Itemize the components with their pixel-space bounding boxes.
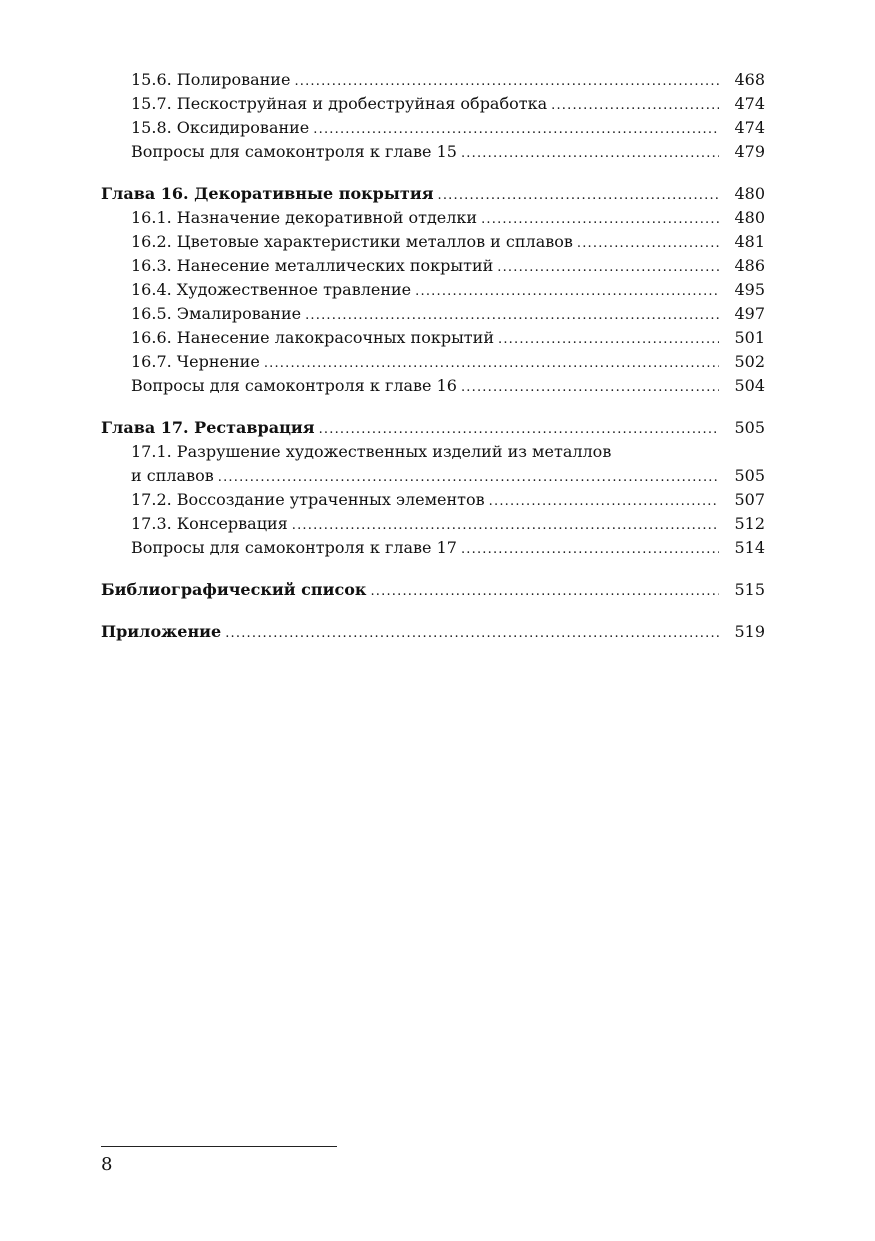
- toc-entry-label: 16.1. Назначение декоративной отделки: [131, 208, 478, 227]
- table-of-contents: [101, 68, 765, 644]
- dot-leader: [225, 622, 719, 646]
- dot-leader: [292, 514, 719, 538]
- appendix-title: Приложение: [101, 622, 222, 641]
- toc-entry: [101, 116, 765, 140]
- toc-entry-page: 507: [734, 490, 765, 509]
- dot-leader: [577, 232, 719, 256]
- appendix-heading: [101, 620, 765, 644]
- toc-entry-page: 468: [734, 70, 765, 89]
- bibliography-title: Библиографический список: [101, 580, 367, 599]
- toc-entry-label: 16.2. Цветовые характеристики металлов и сплавов: [131, 232, 573, 251]
- toc-entry: [101, 512, 765, 536]
- dot-leader: [461, 538, 719, 562]
- toc-entry-label: Вопросы для самоконтроля к главе 15: [131, 142, 457, 161]
- page-number: 8: [101, 1154, 113, 1175]
- dot-leader: [370, 580, 719, 604]
- toc-entry: [101, 488, 765, 512]
- dot-leader: [264, 352, 719, 376]
- dot-leader: [461, 376, 719, 400]
- dot-leader: [218, 466, 719, 490]
- footer-rule: [101, 1146, 337, 1147]
- toc-entry: [101, 140, 765, 164]
- toc-entry-label: 16.4. Художественное травление: [131, 280, 412, 299]
- toc-entry-page: 474: [734, 94, 765, 113]
- bibliography-heading: [101, 578, 765, 602]
- toc-entry-page: 486: [734, 256, 765, 275]
- toc-entry: [101, 206, 765, 230]
- toc-entry-label: Вопросы для самоконтроля к главе 16: [131, 376, 457, 395]
- toc-entry-page: 495: [734, 280, 765, 299]
- appendix-block: [101, 620, 765, 644]
- toc-entry-page: 505: [734, 466, 765, 485]
- toc-entry-first-line: [101, 440, 765, 464]
- toc-entry-page: 497: [734, 304, 765, 323]
- toc-entry: [101, 326, 765, 350]
- chapter-heading: [101, 416, 765, 440]
- toc-entry: [101, 374, 765, 398]
- chapter-17: [101, 416, 765, 560]
- toc-entry: [101, 254, 765, 278]
- dot-leader: [415, 280, 719, 304]
- toc-entry: [101, 278, 765, 302]
- dot-leader: [305, 304, 719, 328]
- toc-entry-label: 16.5. Эмалирование: [131, 304, 302, 323]
- chapter-title: Глава 17. Реставрация: [101, 418, 315, 437]
- dot-leader: [551, 94, 719, 118]
- bibliography-block: [101, 578, 765, 602]
- chapter-heading: [101, 182, 765, 206]
- toc-entry-page: 480: [734, 208, 765, 227]
- toc-entry: [101, 92, 765, 116]
- dot-leader: [319, 418, 719, 442]
- chapter-page: 505: [734, 418, 765, 437]
- dot-leader: [294, 70, 719, 94]
- toc-entry-second-line: [101, 464, 765, 488]
- toc-entry-label: Вопросы для самоконтроля к главе 17: [131, 538, 457, 557]
- toc-entry-label: и сплавов: [131, 466, 214, 485]
- toc-entry-page: 502: [734, 352, 765, 371]
- toc-entry: [101, 68, 765, 92]
- toc-entry-label: 17.2. Воссоздание утраченных элементов: [131, 490, 485, 509]
- dot-leader: [313, 118, 719, 142]
- toc-entry-label: 16.3. Нанесение металлических покрытий: [131, 256, 494, 275]
- toc-entry-page: 481: [734, 232, 765, 251]
- toc-entry-page: 479: [734, 142, 765, 161]
- toc-entry-page: 512: [734, 514, 765, 533]
- dot-leader: [461, 142, 719, 166]
- toc-entry-label: 17.3. Консервация: [131, 514, 288, 533]
- dot-leader: [438, 184, 719, 208]
- dot-leader: [481, 208, 719, 232]
- toc-entry: [101, 536, 765, 560]
- dot-leader: [498, 328, 719, 352]
- chapter-16: [101, 182, 765, 398]
- dot-leader: [489, 490, 719, 514]
- bibliography-page: 515: [734, 580, 765, 599]
- toc-entry-label: 15.8. Оксидирование: [131, 118, 310, 137]
- toc-entry-page: 474: [734, 118, 765, 137]
- toc-entry-label: 15.7. Пескоструйная и дробеструйная обработка: [131, 94, 548, 113]
- toc-entry: [101, 350, 765, 374]
- toc-entry: [101, 230, 765, 254]
- chapter-title: Глава 16. Декоративные покрытия: [101, 184, 434, 203]
- toc-entry-label: 15.6. Полирование: [131, 70, 291, 89]
- toc-entry-page: 504: [734, 376, 765, 395]
- chapter-page: 480: [734, 184, 765, 203]
- toc-entry-page: 514: [734, 538, 765, 557]
- toc-entry-label: 17.1. Разрушение художественных изделий из металлов: [131, 442, 612, 461]
- appendix-page: 519: [734, 622, 765, 641]
- toc-entry-page: 501: [734, 328, 765, 347]
- toc-entry-label: 16.6. Нанесение лакокрасочных покрытий: [131, 328, 494, 347]
- chapter-15-tail: [101, 68, 765, 164]
- dot-leader: [497, 256, 719, 280]
- toc-entry-label: 16.7. Чернение: [131, 352, 260, 371]
- toc-entry: [101, 302, 765, 326]
